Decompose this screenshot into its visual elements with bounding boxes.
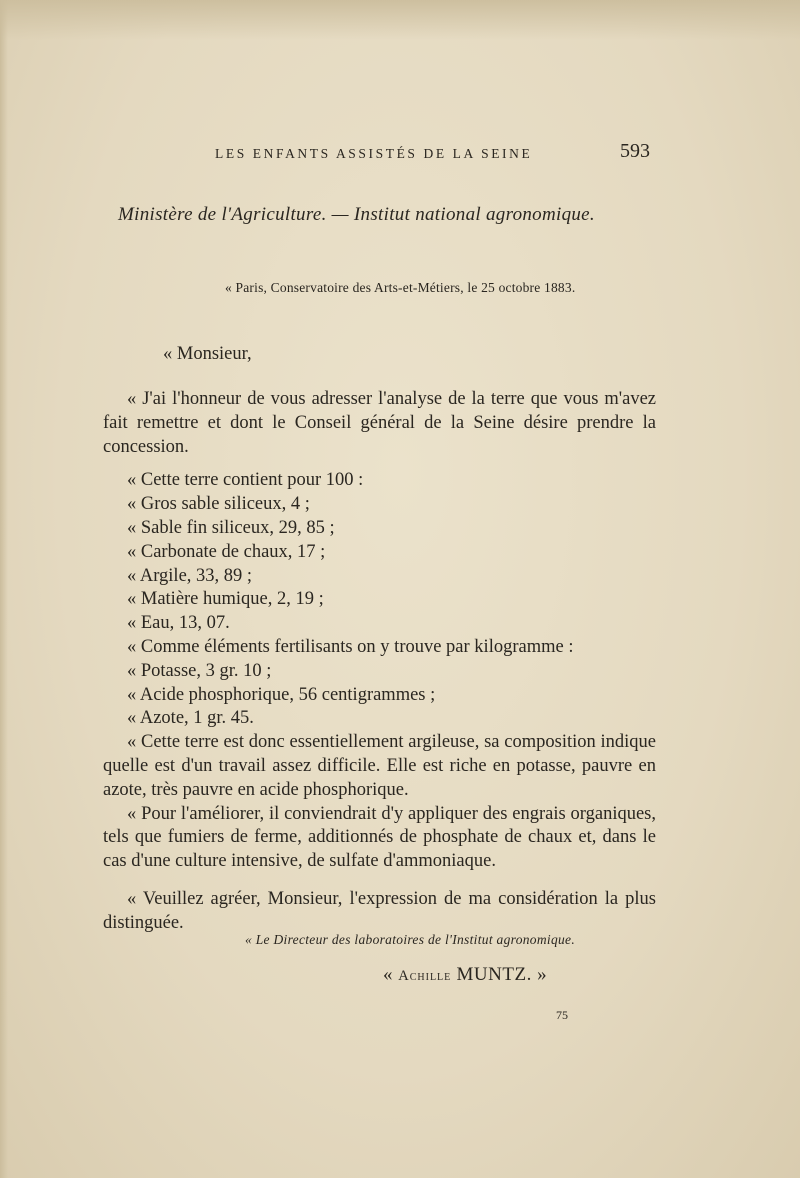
list-item: « Carbonate de chaux, 17 ;	[127, 541, 326, 562]
list-item: « Potasse, 3 gr. 10 ;	[127, 660, 272, 681]
sheet-number: 75	[556, 1008, 568, 1022]
letter-body	[103, 388, 656, 936]
signature	[383, 964, 547, 986]
signature-last-name: MUNTZ. »	[451, 964, 548, 985]
list-item: « Eau, 13, 07.	[127, 613, 230, 634]
list-item: « Azote, 1 gr. 45.	[127, 708, 254, 729]
page-top-shadow	[0, 0, 800, 40]
page-left-shadow	[0, 0, 8, 1178]
paragraph-composition: « Cette terre contient pour 100 :	[127, 470, 364, 491]
director-title: « Le Directeur des laboratoires de l'Institut agronomique.	[245, 932, 576, 947]
paragraph-intro: « J'ai l'honneur de vous adresser l'analyse de la terre que vous m'avez fait remettre et dont le Conseil général de la Seine désire prendre la concession.	[103, 389, 656, 457]
list-item: « Argile, 33, 89 ;	[127, 565, 253, 586]
list-item: « Sable fin siliceux, 29, 85 ;	[127, 517, 335, 538]
list-item: « Matière humique, 2, 19 ;	[127, 589, 324, 610]
paragraph-closing: « Veuillez agréer, Monsieur, l'expression de ma considération la plus distinguée.	[103, 888, 656, 933]
page-number: 593	[620, 140, 650, 162]
running-header: LES ENFANTS ASSISTÉS DE LA SEINE	[215, 146, 533, 161]
list-item: « Gros sable siliceux, 4 ;	[127, 494, 310, 515]
paragraph-fertilizers: « Comme éléments fertilisants on y trouve par kilogramme :	[127, 636, 574, 657]
salutation: « Monsieur,	[163, 344, 252, 364]
list-item: « Acide phosphorique, 56 centigrammes ;	[127, 684, 436, 705]
paragraph-conclusion: « Cette terre est donc essentiellement argileuse, sa composition indique quelle est d'un travail assez difficile. Elle est riche en potasse, pauvre en azote, très pauvre en acide phosphorique.	[103, 732, 656, 800]
letter-heading: Ministère de l'Agriculture. — Institut national agronomique.	[118, 204, 595, 225]
paragraph-recommendation: « Pour l'améliorer, il conviendrait d'y appliquer des engrais organiques, tels que fumiers de ferme, additionnés de phosphate de chaux et, dans le cas d'une culture intensive, de sulfate d'ammoniaque.	[103, 803, 656, 872]
dateline: « Paris, Conservatoire des Arts-et-Métiers, le 25 octobre 1883.	[225, 280, 576, 295]
signature-quote: «	[383, 964, 399, 985]
signature-first-name: Achille	[398, 968, 452, 984]
